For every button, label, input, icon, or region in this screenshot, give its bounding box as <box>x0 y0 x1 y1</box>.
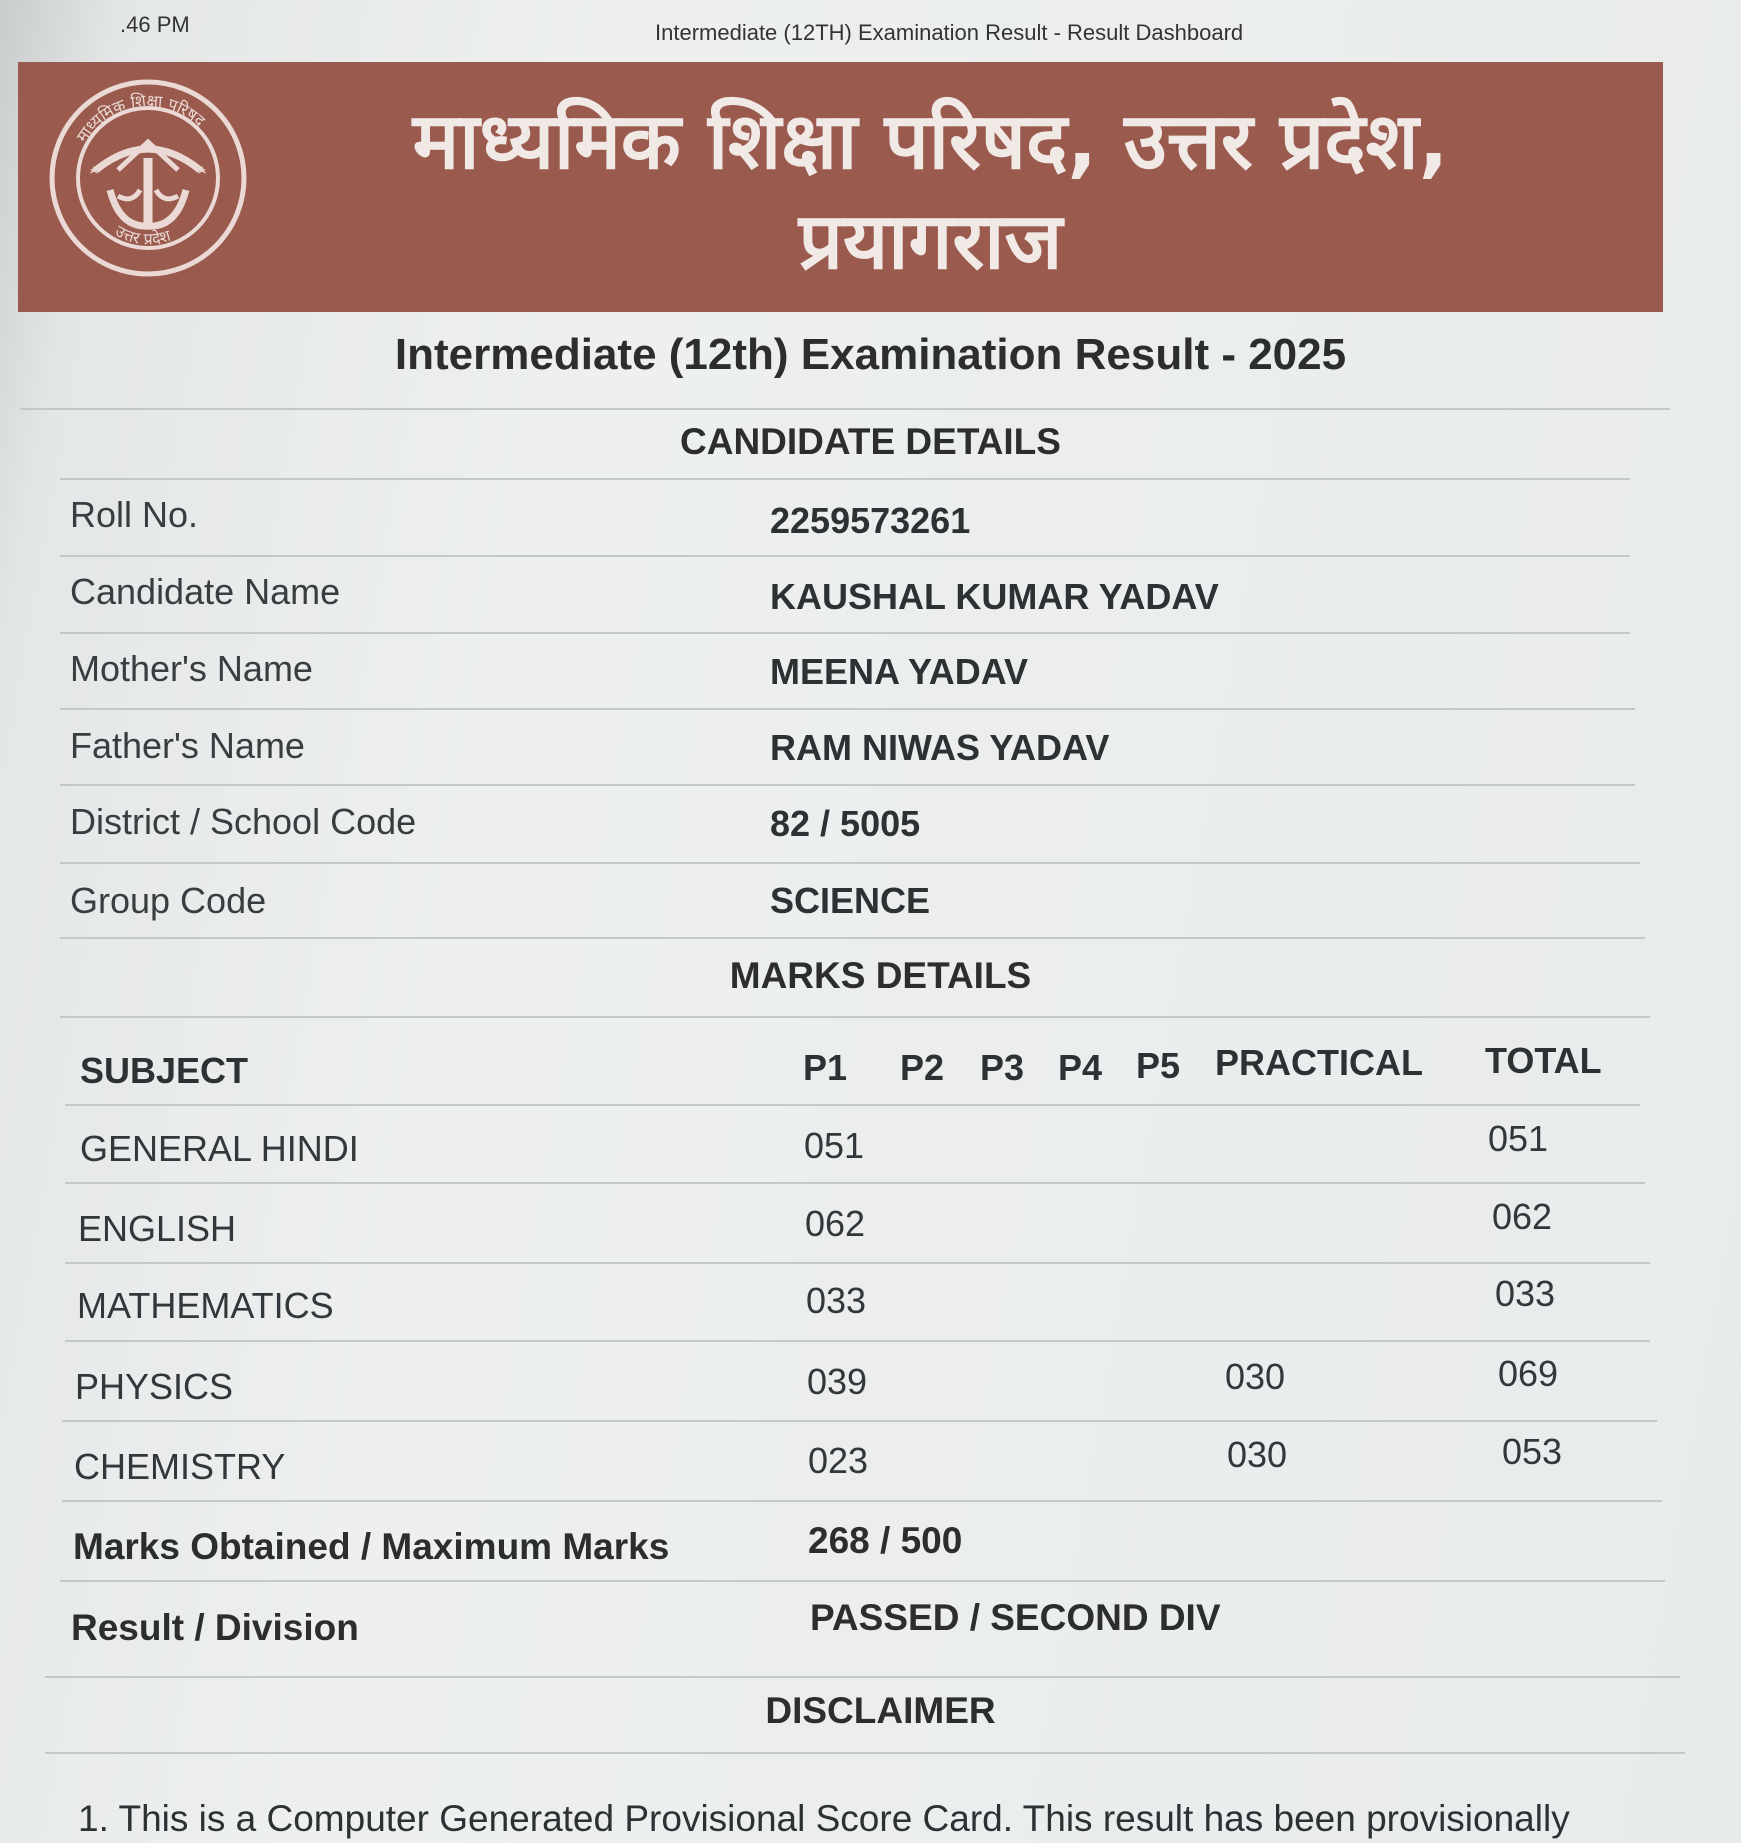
col-practical: PRACTICAL <box>1215 1042 1423 1083</box>
board-banner <box>18 62 1663 312</box>
disclaimer-text: 1. This is a Computer Generated Provisional Score Card. This result has been provisionally <box>78 1798 1570 1839</box>
col-total: TOTAL <box>1485 1040 1602 1081</box>
subject-total: 051 <box>1488 1118 1549 1159</box>
divider <box>65 1182 1645 1184</box>
divider <box>60 478 1630 480</box>
board-name-line1: माध्यमिक शिक्षा परिषद, उत्तर प्रदेश, <box>412 97 1449 187</box>
divider <box>60 937 1645 939</box>
divider <box>65 1340 1650 1342</box>
divider <box>65 1104 1640 1106</box>
subject-name: GENERAL HINDI <box>80 1128 359 1169</box>
print-page-title: Intermediate (12TH) Examination Result - Result Dashboard <box>655 20 1244 45</box>
board-name-line2: प्रयागराज <box>798 197 1063 287</box>
col-p3: P3 <box>980 1047 1025 1088</box>
divider <box>65 1262 1650 1264</box>
seal-text-bottom: उत्तर प्रदेश <box>112 221 173 249</box>
col-p4: P4 <box>1058 1047 1103 1088</box>
board-name <box>238 92 1623 292</box>
district-school-code-label: District / School Code <box>70 801 417 842</box>
group-code-label: Group Code <box>70 880 267 921</box>
print-time: .46 PM <box>120 12 190 37</box>
divider <box>60 1016 1650 1018</box>
col-p1: P1 <box>803 1047 848 1088</box>
result-division-value: PASSED / SECOND DIV <box>810 1597 1221 1638</box>
subject-name: PHYSICS <box>75 1366 234 1407</box>
subject-practical: 030 <box>1227 1434 1288 1475</box>
print-header <box>120 8 1681 52</box>
marks-obtained-value: 268 / 500 <box>808 1520 963 1561</box>
roll-no-value: 2259573261 <box>770 500 971 541</box>
seal-text-top: माध्यमिक शिक्षा परिषद <box>72 90 210 146</box>
divider <box>60 555 1630 557</box>
subject-name: MATHEMATICS <box>77 1285 334 1326</box>
mothers-name-value: MEENA YADAV <box>770 651 1029 692</box>
page-title: Intermediate (12th) Examination Result - 2025 <box>394 330 1347 379</box>
result-division-label: Result / Division <box>71 1607 359 1648</box>
divider <box>45 1752 1685 1754</box>
subject-total: 062 <box>1492 1196 1553 1237</box>
subject-p1: 033 <box>806 1280 867 1321</box>
subject-p1: 062 <box>805 1203 866 1244</box>
marks-obtained-label: Marks Obtained / Maximum Marks <box>73 1526 670 1567</box>
subject-practical: 030 <box>1225 1356 1286 1397</box>
subject-p1: 051 <box>804 1125 865 1166</box>
disclaimer-heading: DISCLAIMER <box>765 1690 996 1731</box>
subject-p1: 039 <box>807 1361 868 1402</box>
roll-no-label: Roll No. <box>70 494 199 535</box>
subject-total: 053 <box>1502 1431 1563 1472</box>
candidate-name-label: Candidate Name <box>70 571 341 612</box>
divider <box>60 632 1630 634</box>
divider <box>60 1580 1665 1582</box>
divider <box>45 1676 1680 1678</box>
subject-name: ENGLISH <box>78 1208 237 1249</box>
col-p2: P2 <box>900 1047 945 1088</box>
candidate-details-heading: CANDIDATE DETAILS <box>680 421 1061 462</box>
candidate-name-value: KAUSHAL KUMAR YADAV <box>770 576 1219 617</box>
divider <box>62 1500 1662 1502</box>
col-subject: SUBJECT <box>80 1050 249 1091</box>
fathers-name-value: RAM NIWAS YADAV <box>770 727 1110 768</box>
col-p5: P5 <box>1136 1045 1181 1086</box>
subject-name: CHEMISTRY <box>74 1446 286 1487</box>
marks-details-heading: MARKS DETAILS <box>729 955 1032 996</box>
divider <box>20 408 1670 410</box>
mothers-name-label: Mother's Name <box>70 648 313 689</box>
subject-total: 069 <box>1498 1353 1559 1394</box>
divider <box>60 708 1635 710</box>
group-code-value: SCIENCE <box>770 880 931 921</box>
subject-total: 033 <box>1495 1273 1556 1314</box>
fathers-name-label: Father's Name <box>70 725 305 766</box>
divider <box>62 1420 1657 1422</box>
subject-p1: 023 <box>808 1440 869 1481</box>
district-school-code-value: 82 / 5005 <box>770 803 921 844</box>
divider <box>60 784 1635 786</box>
board-seal-icon <box>48 78 248 278</box>
divider <box>60 862 1640 864</box>
